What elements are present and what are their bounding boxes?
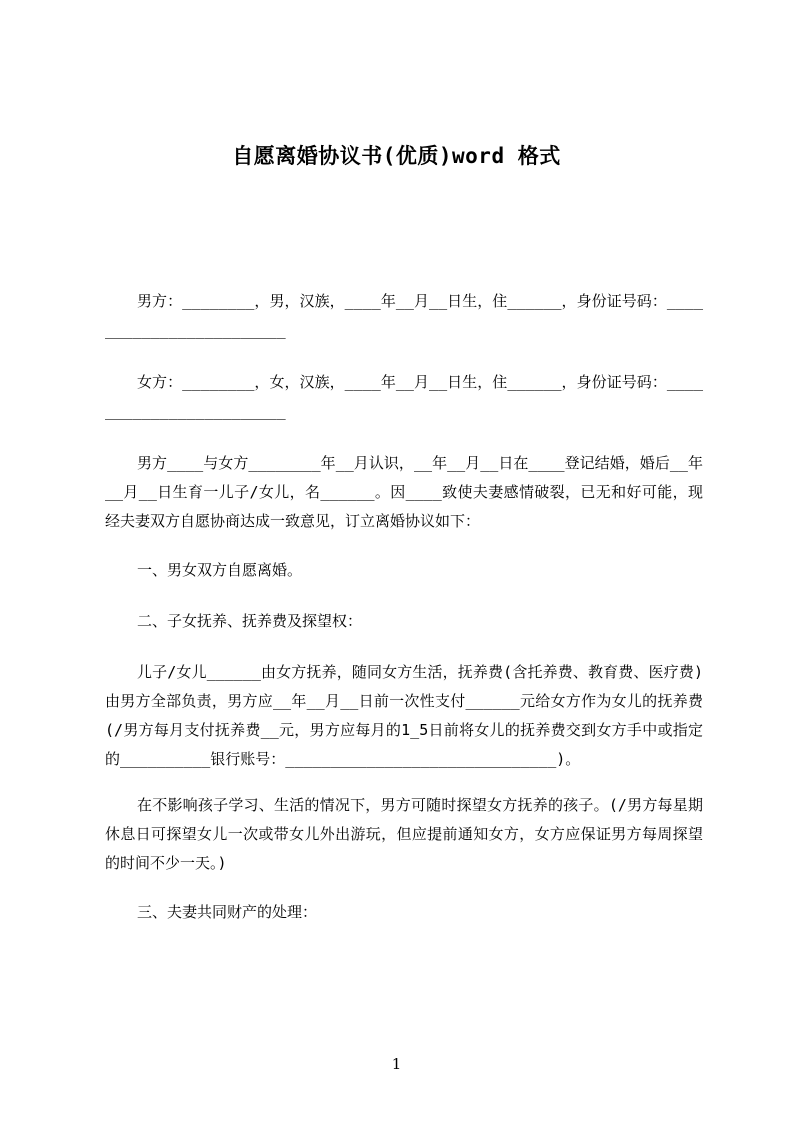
page-number: 1 (391, 1055, 402, 1073)
document-title: 自愿离婚协议书(优质)word 格式 (232, 144, 561, 168)
paragraph-custody: 儿子/女儿______由女方抚养，随同女方生活，抚养费(含托养费、教育费、医疗费)由男方全部负责，男方应__年__月__日前一次性支付______元给女方作为女儿的抚养费(/男方每月支付抚养费__元，男方应每月的1_5日前将女儿的抚养费交到女方手中或指定的__________银行账号：______________________________)。 (105, 663, 703, 768)
section-heading-3: 三、夫妻共同财产的处理： (137, 903, 318, 921)
paragraph-visitation: 在不影响孩子学习、生活的情况下，男方可随时探望女方抚养的孩子。(/男方每星期休息日可探望女儿一次或带女儿外出游玩，但应提前通知女方，女方应保证男方每周探望的时间不少一天。) (105, 796, 703, 872)
paragraph-male-party: 男方：________，男，汉族，____年__月__日生，住______，身份证号码：________________________ (105, 292, 703, 339)
section-heading-2: 二、子女抚养、抚养费及探望权： (137, 612, 363, 630)
paragraph-introduction: 男方____与女方________年__月认识，__年__月__日在____登记结婚，婚后__年__月__日生育一儿子/女儿，名______。因____致使夫妻感情破裂，已无和好可能，现经夫妻双方自愿协商达成一致意见，订立离婚协议如下： (105, 454, 703, 530)
paragraph-female-party: 女方：________，女，汉族，____年__月__日生，住______，身份证号码：________________________ (105, 373, 703, 420)
section-heading-1: 一、男女双方自愿离婚。 (137, 561, 303, 579)
